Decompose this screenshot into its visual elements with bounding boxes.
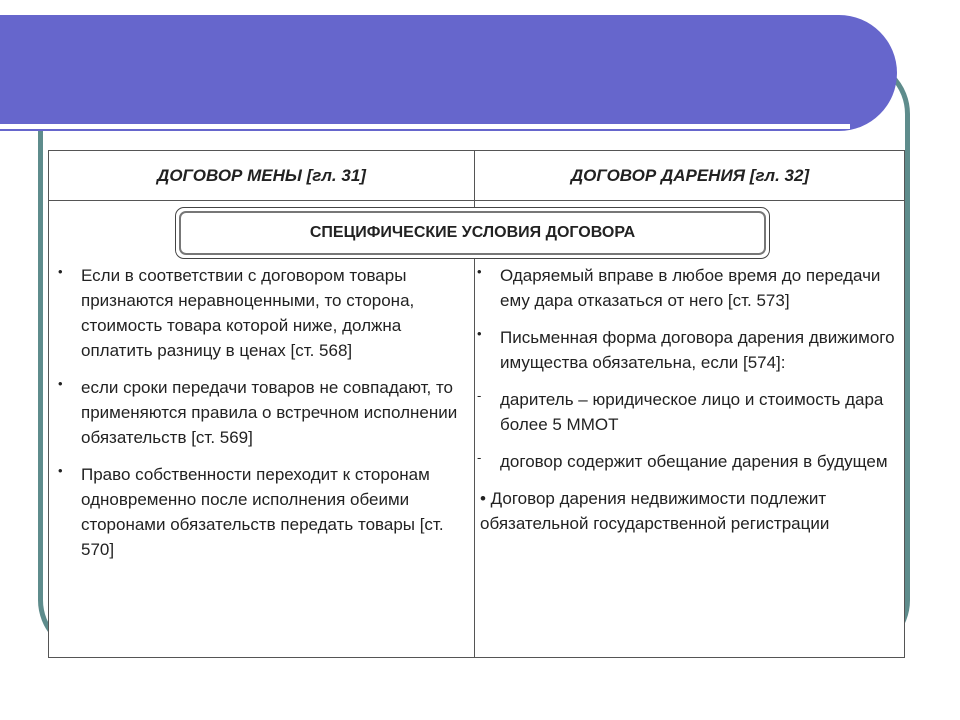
bullet-marker: • xyxy=(477,326,482,341)
list-item-text: Если в соответствии с договором товары признаются неравноценными, то сторона, стоимость товара которой ниже, должна оплатить разницу в ценах [ст. 568] xyxy=(81,266,415,360)
right-column-content xyxy=(477,263,905,536)
title-banner xyxy=(0,15,897,131)
banner-underline xyxy=(0,124,850,129)
bullet-marker: • xyxy=(477,264,482,279)
header-divider xyxy=(49,200,904,201)
list-item xyxy=(58,462,468,562)
list-item xyxy=(477,263,905,313)
section-title-box xyxy=(175,207,770,259)
bullet-marker: • xyxy=(58,376,63,391)
list-item-text: если сроки передачи товаров не совпадают, то применяются правила о встречном исполнении обязательств [ст. 569] xyxy=(81,378,458,447)
dash-marker: - xyxy=(477,388,482,403)
list-item-text: Одаряемый вправе в любое время до передачи ему дара отказаться от него [ст. 573] xyxy=(500,266,881,310)
right-column-header: ДОГОВОР ДАРЕНИЯ [гл. 32] xyxy=(570,165,810,185)
list-item xyxy=(477,449,905,474)
list-item-last: • Договор дарения недвижимости подлежит обязательной государственной регистрации xyxy=(480,489,830,533)
bullet-marker: • xyxy=(58,264,63,279)
list-item-text: Право собственности переходит к сторонам одновременно после исполнения обеими сторонами обязательств передать товары [ст. 570] xyxy=(81,465,444,559)
bullet-marker: • xyxy=(58,463,63,478)
left-column-content xyxy=(58,263,468,574)
left-column-header: ДОГОВОР МЕНЫ [гл. 31] xyxy=(157,165,366,185)
list-item-text: даритель – юридическое лицо и стоимость дара более 5 ММОТ xyxy=(500,390,884,434)
list-item-text: Письменная форма договора дарения движимого имущества обязательна, если [574]: xyxy=(500,328,895,372)
dash-marker: - xyxy=(477,450,482,465)
list-item xyxy=(58,375,468,450)
section-title: СПЕЦИФИЧЕСКИЕ УСЛОВИЯ ДОГОВОРА xyxy=(179,211,766,255)
list-item xyxy=(477,387,905,437)
list-item xyxy=(477,325,905,375)
list-item-text: договор содержит обещание дарения в будущем xyxy=(500,452,888,471)
list-item xyxy=(58,263,468,363)
